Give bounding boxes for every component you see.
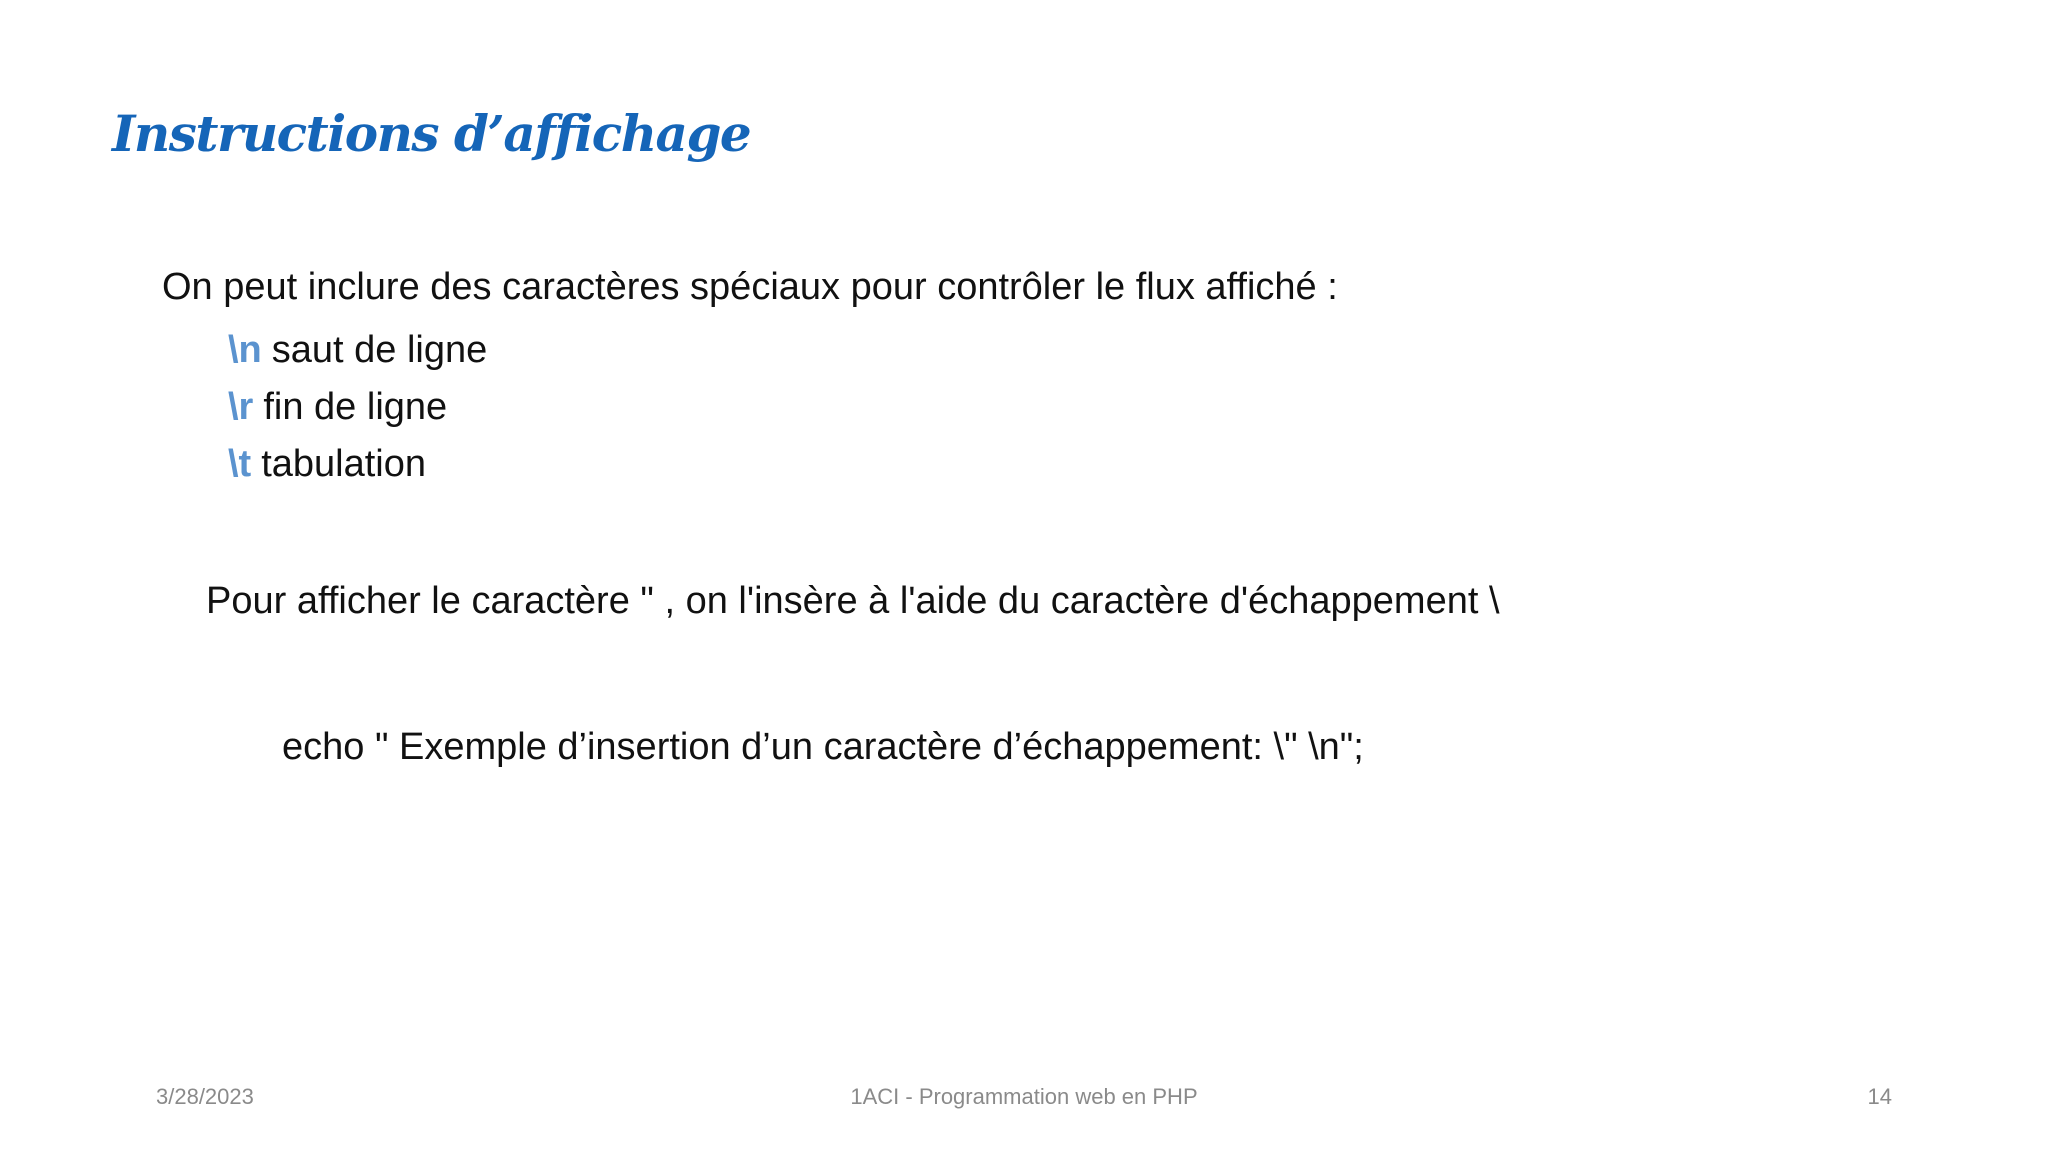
escape-item-carriage-return [228, 379, 487, 436]
footer-course-title: 1ACI - Programmation web en PHP [850, 1084, 1198, 1109]
escape-label: tabulation [261, 443, 427, 485]
escape-label: fin de ligne [263, 386, 448, 428]
escape-code: \t [228, 443, 252, 485]
intro-text: On peut inclure des caractères spéciaux pour contrôler le flux affiché : [162, 266, 1338, 308]
footer-page-number: 14 [1867, 1084, 1892, 1109]
slide-title: Instructions d’affichage [112, 104, 751, 163]
escape-code: \n [228, 329, 262, 371]
quote-escape-text: Pour afficher le caractère " , on l'insère à l'aide du caractère d'échappement \ [206, 580, 1500, 622]
escape-item-tab [228, 436, 487, 493]
footer-date: 3/28/2023 [156, 1084, 254, 1109]
code-example: echo " Exemple d’insertion d’un caractère d’échappement: \" \n"; [282, 726, 1364, 768]
escape-code: \r [228, 386, 254, 428]
escape-sequence-list [228, 322, 487, 493]
escape-item-newline [228, 322, 487, 379]
escape-label: saut de ligne [271, 329, 488, 371]
